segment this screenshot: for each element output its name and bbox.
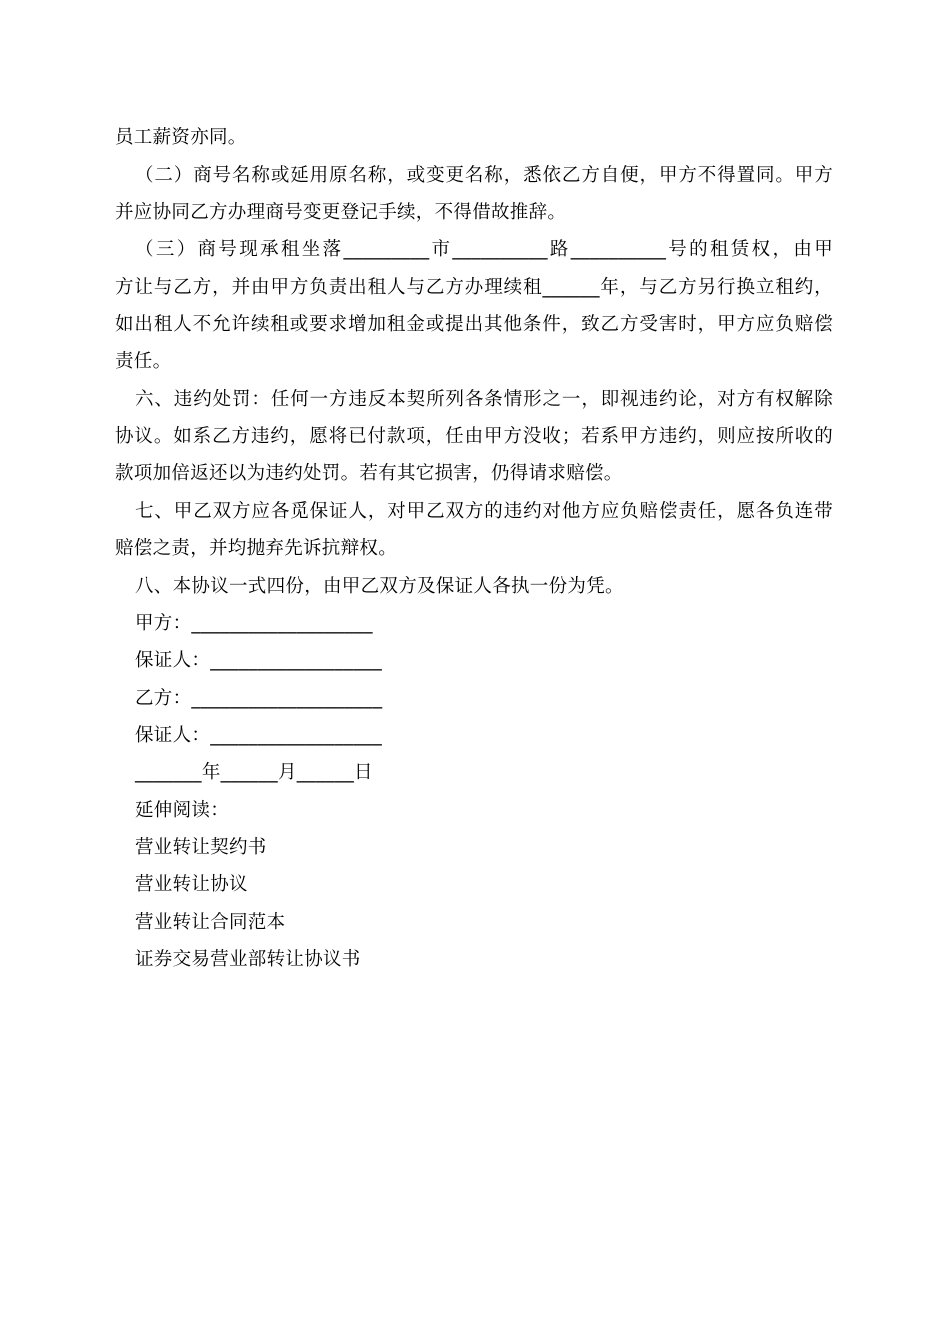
paragraph-line: 款项加倍返还以为违约处罚。若有其它损害，仍得请求赔偿。 [115, 463, 623, 484]
paragraph-line: 并应协同乙方办理商号变更登记手续，不得借故推辞。 [115, 202, 567, 223]
further-reading-link[interactable]: 证券交易营业部转让协议书 [135, 949, 361, 970]
paragraph-line: 方让与乙方，并由甲方负责出租人与乙方办理续租______年，与乙方另行换立租约， [115, 277, 833, 298]
further-reading-link[interactable]: 营业转让协议 [135, 874, 248, 895]
further-reading-link[interactable]: 营业转让契约书 [135, 837, 267, 858]
paragraph-line: （三）商号现承租坐落_________市__________路__________号的租赁权，由甲 [135, 239, 833, 260]
paragraph-line: 赔偿之责，并均抛弃先诉抗辩权。 [115, 538, 398, 559]
paragraph-line: 员工薪资亦同。 [115, 127, 247, 148]
further-reading-heading: 延伸阅读： [135, 800, 230, 821]
signature-line-party-a: 甲方：___________________ [135, 613, 373, 634]
signature-line-guarantor-a: 保证人：__________________ [135, 650, 383, 671]
paragraph-line: （二）商号名称或延用原名称，或变更名称，悉依乙方自便，甲方不得置同。甲方 [135, 165, 833, 186]
paragraph-line: 如出租人不允许续租或要求增加租金或提出其他条件，致乙方受害时，甲方应负赔偿 [115, 314, 833, 335]
paragraph-line: 七、甲乙双方应各觅保证人，对甲乙双方的违约对他方应负赔偿责任，愿各负连带 [135, 501, 833, 522]
paragraph-line: 协议。如系乙方违约，愿将已付款项，任由甲方没收；若系甲方违约，则应按所收的 [115, 426, 833, 447]
paragraph-line: 责任。 [115, 351, 172, 372]
signature-line-guarantor-b: 保证人：__________________ [135, 725, 383, 746]
signature-line-party-b: 乙方：____________________ [135, 688, 383, 709]
paragraph-line: 六、违约处罚：任何一方违反本契所列各条情形之一，即视违约论，对方有权解除 [135, 389, 833, 410]
date-line: _______年______月______日 [135, 762, 373, 783]
paragraph-line: 八、本协议一式四份，由甲乙双方及保证人各执一份为凭。 [135, 576, 624, 597]
further-reading-link[interactable]: 营业转让合同范本 [135, 912, 286, 933]
